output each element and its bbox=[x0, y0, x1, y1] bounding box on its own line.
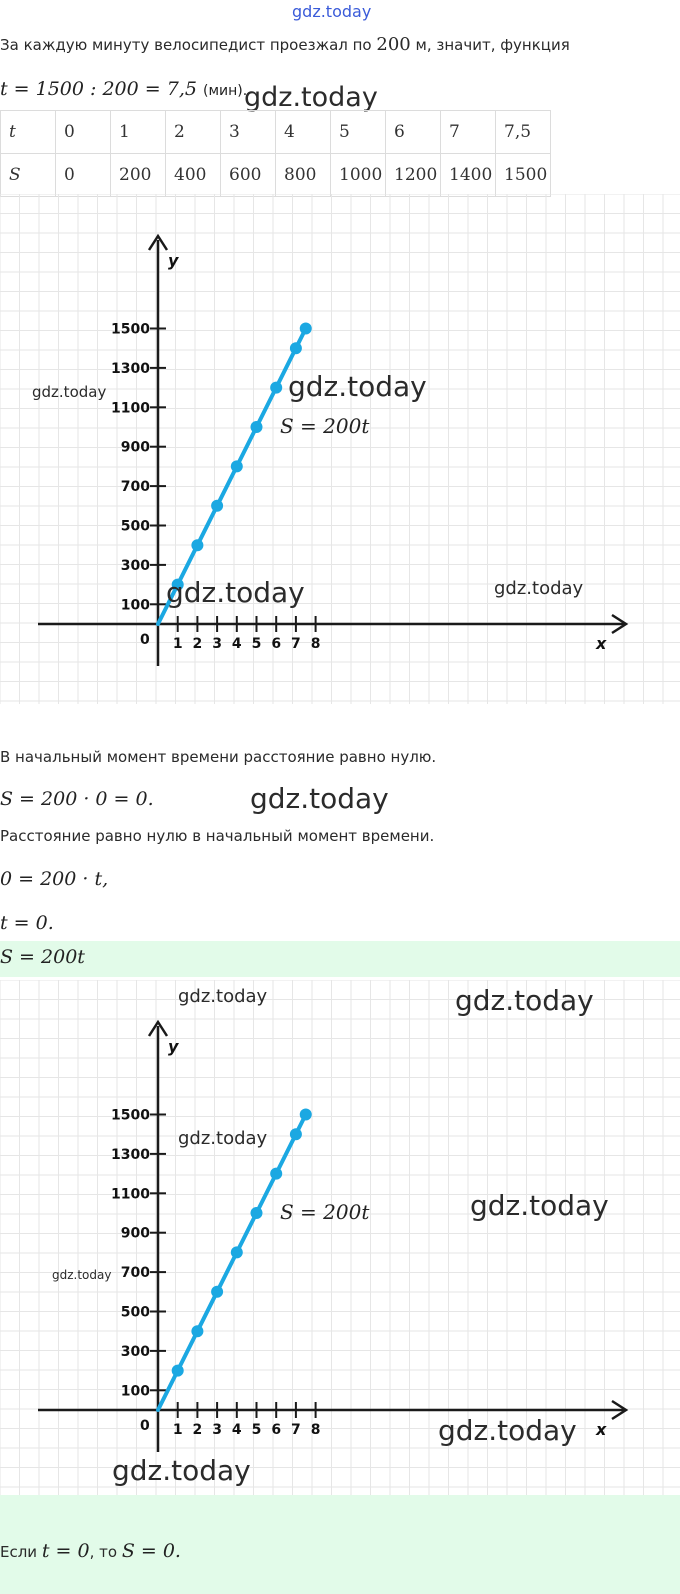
data-point bbox=[191, 1325, 203, 1337]
watermark: gdz.today bbox=[438, 1414, 577, 1447]
data-point bbox=[231, 460, 243, 472]
final-s0: S = 0. bbox=[121, 1540, 181, 1562]
data-point bbox=[191, 539, 203, 551]
x-tick-label: 3 bbox=[212, 636, 222, 652]
watermark: gdz.today bbox=[470, 1189, 609, 1222]
data-point bbox=[290, 342, 302, 354]
formula-eq: 0 = 200 · t, bbox=[0, 868, 109, 890]
x-tick-label: 3 bbox=[212, 1422, 222, 1438]
answer-formula: S = 200t bbox=[0, 946, 85, 968]
watermark: gdz.today bbox=[288, 370, 427, 403]
watermark: gdz.today bbox=[52, 1268, 112, 1282]
table-row bbox=[1, 154, 551, 197]
final-t0: t = 0 bbox=[41, 1540, 90, 1562]
y-tick-label: 100 bbox=[120, 597, 150, 614]
x-tick-label: 5 bbox=[251, 1422, 262, 1438]
data-point bbox=[172, 1365, 184, 1377]
table-cell: 1500 bbox=[496, 154, 551, 197]
grid bbox=[0, 980, 680, 1495]
distance-time-graph bbox=[0, 194, 680, 704]
table-cell: 800 bbox=[276, 154, 331, 197]
watermark: gdz.today bbox=[112, 1454, 251, 1487]
watermark: gdz.today bbox=[494, 578, 584, 599]
intro-text-after: м, значит, функция bbox=[410, 36, 570, 54]
data-point bbox=[270, 382, 282, 394]
data-point bbox=[300, 323, 312, 335]
y-tick-label: 900 bbox=[120, 439, 150, 456]
answer-band bbox=[0, 941, 680, 977]
table-cell: 6 bbox=[386, 111, 441, 154]
x-tick-label: 5 bbox=[251, 636, 262, 652]
y-tick-label: 700 bbox=[120, 479, 150, 496]
watermark: gdz.today bbox=[244, 82, 378, 113]
table-cell: 0 bbox=[56, 111, 111, 154]
table-cell: 5 bbox=[331, 111, 386, 154]
y-tick-label: 1100 bbox=[111, 400, 150, 417]
x-axis-label: x bbox=[596, 1420, 607, 1439]
formula-time bbox=[0, 78, 247, 100]
data-point bbox=[290, 1128, 302, 1140]
y-axis-label: y bbox=[168, 1037, 179, 1056]
x-tick-label: 1 bbox=[172, 636, 183, 652]
data-point bbox=[211, 1286, 223, 1298]
y-tick-label: 500 bbox=[120, 1304, 150, 1321]
text-initial-moment: В начальный момент времени расстояние равно нулю. bbox=[0, 748, 437, 766]
line-annotation: S = 200t bbox=[280, 414, 370, 438]
x-axis-label: x bbox=[596, 634, 607, 653]
formula-s0: S = 200 · 0 = 0. bbox=[0, 788, 154, 810]
x-tick-label: 6 bbox=[271, 1422, 282, 1438]
table-cell: 600 bbox=[221, 154, 276, 197]
y-tick-label: 1500 bbox=[111, 321, 150, 338]
watermark: gdz.today bbox=[455, 984, 594, 1017]
data-point bbox=[300, 1109, 312, 1121]
data-point bbox=[211, 500, 223, 512]
y-tick-label: 1300 bbox=[111, 1146, 150, 1163]
table-cell: 0 bbox=[56, 154, 111, 197]
watermark: gdz.today bbox=[166, 576, 305, 609]
table-cell: 400 bbox=[166, 154, 221, 197]
y-axis-label: y bbox=[168, 251, 179, 270]
watermark: gdz.today bbox=[178, 986, 268, 1007]
x-tick-label: 6 bbox=[271, 636, 282, 652]
y-tick-label: 700 bbox=[120, 1265, 150, 1282]
watermark: gdz.today bbox=[32, 383, 107, 401]
final-if: Если bbox=[0, 1543, 42, 1561]
text-zero-distance: Расстояние равно нулю в начальный момент времени. bbox=[0, 827, 435, 845]
table-row-label: t bbox=[1, 111, 56, 154]
table-cell: 3 bbox=[221, 111, 276, 154]
table-cell: 200 bbox=[111, 154, 166, 197]
y-tick-label: 500 bbox=[120, 518, 150, 535]
distance-time-graph-answer bbox=[0, 980, 680, 1495]
table-cell: 4 bbox=[276, 111, 331, 154]
data-point bbox=[270, 1168, 282, 1180]
header-watermark: gdz.today bbox=[292, 2, 372, 21]
line-annotation: S = 200t bbox=[280, 1200, 370, 1224]
formula-time-unit: (мин). bbox=[203, 83, 248, 99]
y-tick-label: 1300 bbox=[111, 360, 150, 377]
data-point bbox=[251, 421, 263, 433]
table-row bbox=[1, 111, 551, 154]
grid bbox=[0, 194, 680, 704]
x-tick-label: 8 bbox=[310, 1422, 321, 1438]
table-cell: 7 bbox=[441, 111, 496, 154]
data-point bbox=[231, 1246, 243, 1258]
intro-speed: 200 bbox=[376, 34, 411, 55]
values-table bbox=[0, 110, 551, 197]
watermark: gdz.today bbox=[178, 1128, 268, 1149]
data-point bbox=[251, 1207, 263, 1219]
table-cell: 1400 bbox=[441, 154, 496, 197]
y-tick-label: 100 bbox=[120, 1383, 150, 1400]
x-tick-label: 7 bbox=[291, 1422, 301, 1438]
table-cell: 1000 bbox=[331, 154, 386, 197]
x-tick-label: 1 bbox=[172, 1422, 183, 1438]
y-tick-label: 1100 bbox=[111, 1186, 150, 1203]
final-answer bbox=[0, 1540, 181, 1562]
y-tick-label: 1500 bbox=[111, 1107, 150, 1124]
x-tick-label: 4 bbox=[231, 636, 242, 652]
final-then: , то bbox=[89, 1543, 122, 1561]
formula-t0: t = 0. bbox=[0, 912, 54, 934]
x-tick-label: 7 bbox=[291, 636, 301, 652]
table-cell: 7,5 bbox=[496, 111, 551, 154]
watermark: gdz.today bbox=[250, 782, 389, 815]
y-tick-label: 300 bbox=[120, 1343, 150, 1360]
table-cell: 1200 bbox=[386, 154, 441, 197]
intro-paragraph bbox=[0, 34, 570, 55]
formula-time-expr: t = 1500 : 200 = 7,5 bbox=[0, 78, 197, 100]
intro-text-before: За каждую минуту велосипедист проезжал по bbox=[0, 36, 377, 54]
x-tick-label: 8 bbox=[310, 636, 321, 652]
x-tick-label: 2 bbox=[192, 636, 203, 652]
x-tick-label: 4 bbox=[231, 1422, 242, 1438]
origin-label: 0 bbox=[140, 1418, 150, 1434]
y-tick-label: 900 bbox=[120, 1225, 150, 1242]
origin-label: 0 bbox=[140, 632, 150, 648]
table-row-label: S bbox=[1, 154, 56, 197]
table-cell: 2 bbox=[166, 111, 221, 154]
x-tick-label: 2 bbox=[192, 1422, 203, 1438]
table-cell: 1 bbox=[111, 111, 166, 154]
y-tick-label: 300 bbox=[120, 557, 150, 574]
